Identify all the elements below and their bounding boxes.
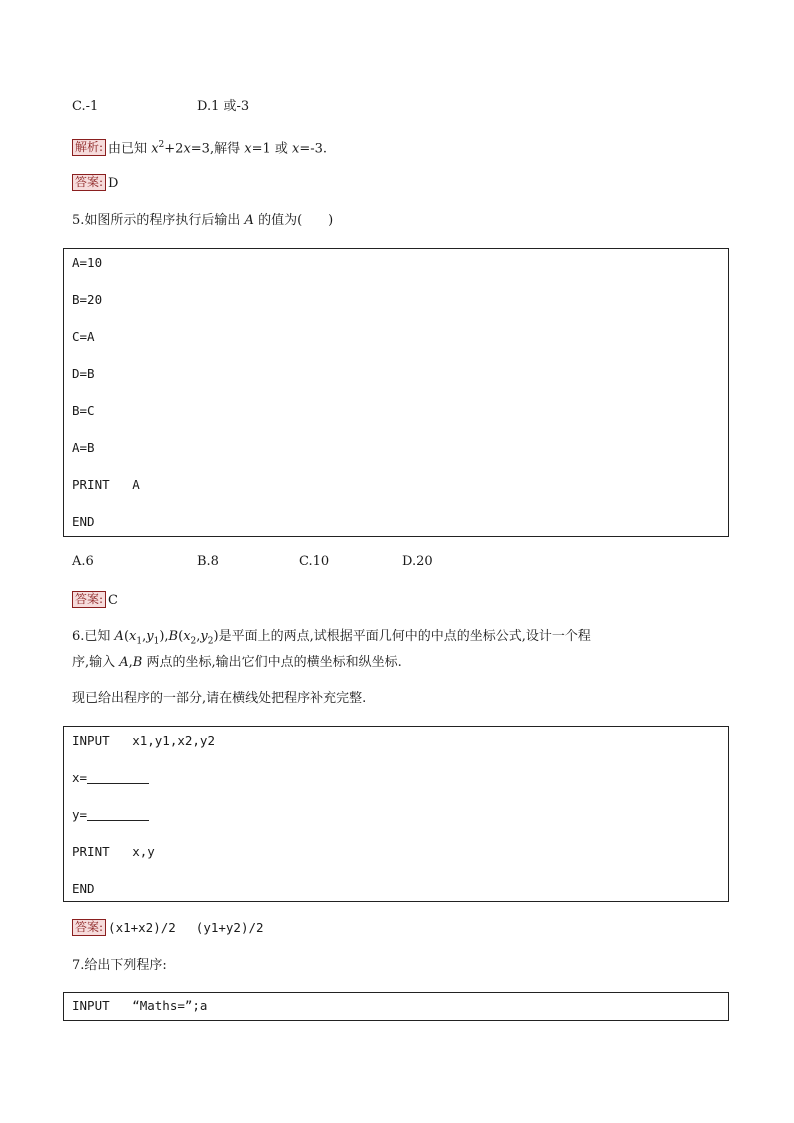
code-line: END [72,881,95,896]
q5-option-a: A.6 [72,554,94,569]
answer-value: (x1+x2)/2 (y1+y2)/2 [108,920,264,935]
answer-tag: 答案: [72,591,106,608]
q6-stem-line3: 现已给出程序的一部分,请在横线处把程序补充完整. [72,691,367,706]
q4-analysis: 解析: 由已知 $x^2+2x=3$,解得 x=1 或 x=-3. [72,136,327,158]
fill-blank [87,771,149,784]
q5-option-b: B.8 [197,554,219,569]
q4-answer [72,174,118,193]
code-line: INPUT x1,y1,x2,y2 [72,733,215,748]
q4-option-d: D.1 或-3 [197,99,250,114]
q5-option-d: D.20 [402,554,433,569]
q5-stem: 5.如图所示的程序执行后输出 A 的值为( ) [72,213,334,228]
answer-value: D [108,176,119,191]
code-line: D=B [72,366,95,381]
analysis-tag: 解析: [72,139,106,156]
code-line: PRINT x,y [72,844,155,859]
answer-value: C [108,593,118,608]
code-line: C=A [72,329,95,344]
code-line-y: y= [72,807,149,823]
q7-code-box [63,992,729,1021]
q6-code-box [63,726,729,902]
q5-answer [72,591,118,610]
answer-tag: 答案: [72,919,106,936]
code-line: INPUT “Maths=”;a [72,998,208,1013]
code-line: B=20 [72,292,103,307]
code-line-x: x= [72,770,149,786]
answer-tag: 答案: [72,174,106,191]
code-line: PRINT A [72,477,140,492]
code-line: A=10 [72,255,103,270]
fill-blank [87,808,149,821]
q6-stem-line1: 6.已知 $A(x_1,y_1),B(x_2,y_2)$是平面上的两点,试根据平面几何中的中点的坐标公式,设计一个程 [72,629,591,647]
q5-code-box [63,248,729,537]
q6-answer [72,919,264,938]
q6-stem-line2: 序,输入 A,B 两点的坐标,输出它们中点的横坐标和纵坐标. [72,655,402,670]
q5-option-c: C.10 [299,554,330,569]
code-line: B=C [72,403,95,418]
code-line: END [72,514,95,529]
code-line: A=B [72,440,95,455]
q4-option-c: C.-1 [72,99,99,114]
q7-stem: 7.给出下列程序: [72,958,167,973]
